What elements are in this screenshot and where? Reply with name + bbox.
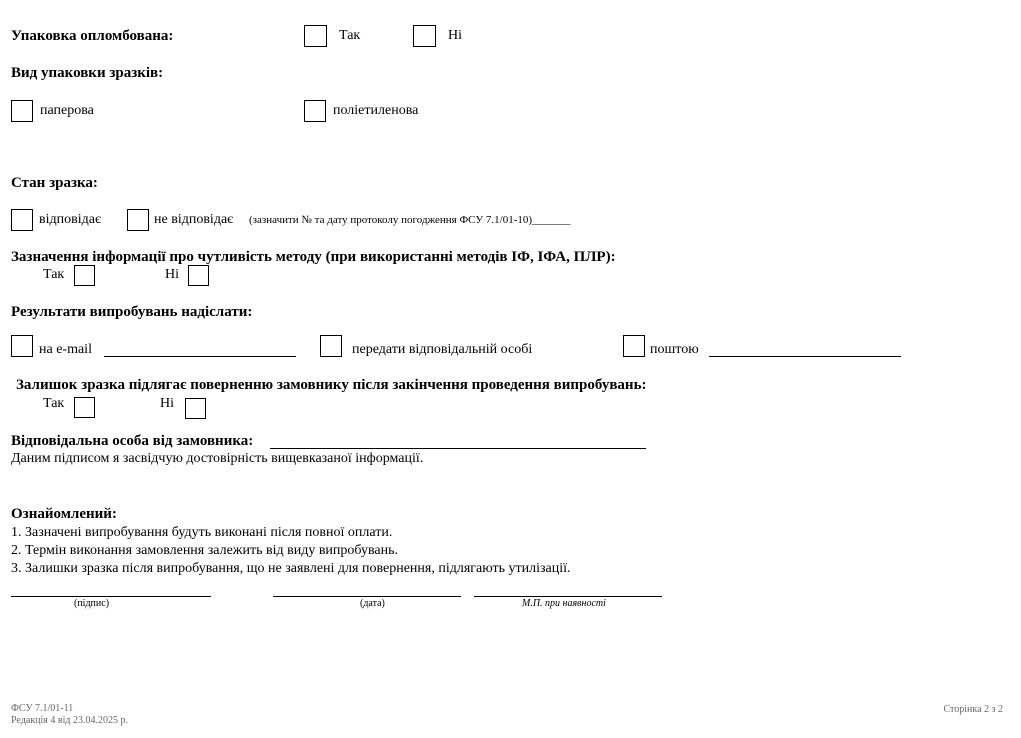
packaging-paper-label: паперова: [40, 103, 94, 118]
sealed-label: Упаковка опломбована:: [11, 28, 174, 44]
signature-caption: (підпис): [74, 598, 110, 609]
condition-not-matches-checkbox[interactable]: [127, 209, 149, 231]
acknowledged-label: Ознайомлений:: [11, 506, 117, 522]
results-post-checkbox[interactable]: [623, 335, 645, 357]
sensitivity-yes-checkbox[interactable]: [74, 265, 95, 286]
results-hand-over-label: передати відповідальній особі: [352, 342, 533, 357]
sensitivity-no-label: Ні: [165, 267, 179, 282]
sensitivity-no-checkbox[interactable]: [188, 265, 209, 286]
results-post-line[interactable]: [709, 356, 901, 357]
date-caption: (дата): [360, 598, 385, 609]
results-email-label: на e-mail: [39, 342, 92, 357]
responsible-name-line[interactable]: [270, 448, 646, 449]
footer-revision: Редакція 4 від 23.04.2025 р.: [11, 715, 128, 726]
results-email-line[interactable]: [104, 356, 296, 357]
sensitivity-yes-label: Так: [43, 267, 65, 282]
results-email-checkbox[interactable]: [11, 335, 33, 357]
acknowledged-item-1: 1. Зазначені випробування будуть виконані після повної оплати.: [11, 525, 393, 540]
stamp-caption: М.П. при наявності: [522, 598, 606, 609]
results-post-label: поштою: [650, 342, 699, 357]
remainder-no-checkbox[interactable]: [185, 398, 206, 419]
condition-not-matches-label: не відповідає: [154, 212, 234, 227]
remainder-label: Залишок зразка підлягає поверненню замовнику після закінчення проведення випробувань:: [16, 377, 647, 393]
remainder-no-label: Ні: [160, 396, 174, 411]
condition-matches-label: відповідає: [39, 212, 101, 227]
packaging-polyethylene-checkbox[interactable]: [304, 100, 326, 122]
packaging-polyethylene-label: поліетиленова: [333, 103, 419, 118]
condition-matches-checkbox[interactable]: [11, 209, 33, 231]
date-line[interactable]: [273, 596, 461, 597]
remainder-yes-label: Так: [43, 396, 65, 411]
results-hand-over-checkbox[interactable]: [320, 335, 342, 357]
packaging-paper-checkbox[interactable]: [11, 100, 33, 122]
responsible-confirm-text: Даним підписом я засвідчую достовірність вищевказаної інформації.: [11, 451, 424, 466]
signature-line[interactable]: [11, 596, 211, 597]
acknowledged-item-3: 3. Залишки зразка після випробування, що не заявлені для повернення, підлягають утилізації.: [11, 561, 571, 576]
footer-form-code: ФСУ 7.1/01-11: [11, 703, 74, 714]
responsible-label: Відповідальна особа від замовника:: [11, 433, 254, 449]
stamp-line[interactable]: [474, 596, 662, 597]
sealed-no-checkbox[interactable]: [413, 25, 436, 47]
remainder-yes-checkbox[interactable]: [74, 397, 95, 418]
footer-page-number: Сторінка 2 з 2: [943, 704, 1003, 715]
sealed-yes-label: Так: [339, 28, 361, 43]
acknowledged-item-2: 2. Термін виконання замовлення залежить від виду випробувань.: [11, 543, 399, 558]
results-label: Результати випробувань надіслати:: [11, 304, 253, 320]
condition-label: Стан зразка:: [11, 175, 98, 191]
packaging-label: Вид упаковки зразків:: [11, 65, 164, 81]
condition-note: (зазначити № та дату протоколу погодження ФСУ 7.1/01-10)_______: [249, 214, 571, 226]
sealed-no-label: Ні: [448, 28, 462, 43]
sensitivity-label: Зазначення інформації про чутливість методу (при використанні методів ІФ, ІФА, ПЛР):: [11, 249, 616, 265]
sealed-yes-checkbox[interactable]: [304, 25, 327, 47]
